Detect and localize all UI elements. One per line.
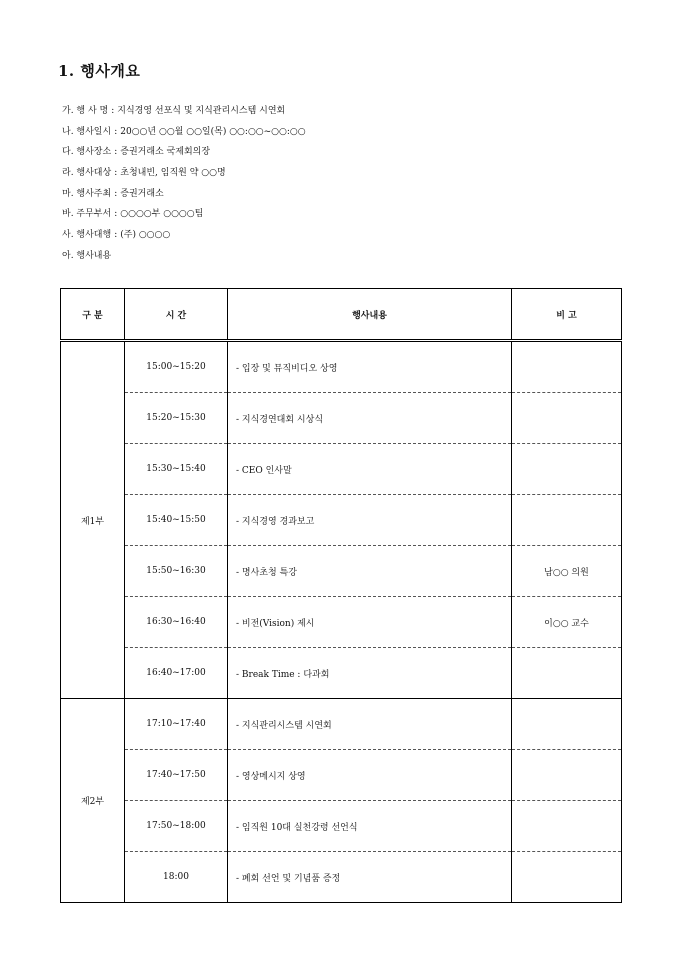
table-row bbox=[61, 699, 622, 750]
time-cell: 15:20~15:30 bbox=[125, 393, 228, 444]
header-time: 시 간 bbox=[125, 289, 228, 341]
overview-value: 20○○년 ○○월 ○○일(목) ○○:○○~○○:○○ bbox=[120, 126, 306, 137]
table-row bbox=[61, 648, 622, 699]
overview-label: 나. 행사일시 bbox=[62, 126, 112, 137]
overview-label: 바. 주무부서 bbox=[62, 209, 112, 220]
overview-value: 증권거래소 bbox=[120, 188, 164, 199]
note-cell bbox=[512, 341, 622, 393]
event-schedule-table bbox=[60, 288, 622, 903]
overview-label: 다. 행사장소 bbox=[62, 147, 112, 158]
overview-value: ○○○○부 ○○○○팀 bbox=[120, 209, 204, 220]
header-gubun: 구 분 bbox=[61, 289, 125, 341]
overview-item bbox=[62, 246, 306, 267]
note-cell bbox=[512, 444, 622, 495]
note-cell: 남○○ 의원 bbox=[512, 546, 622, 597]
desc-cell: - 입장 및 뮤직비디오 상영 bbox=[228, 341, 512, 393]
time-cell: 18:00 bbox=[125, 852, 228, 903]
table-row bbox=[61, 393, 622, 444]
overview-label: 아. 행사내용 bbox=[62, 250, 112, 261]
table-header-row bbox=[61, 289, 622, 341]
table-row bbox=[61, 801, 622, 852]
event-overview-list bbox=[62, 101, 306, 267]
time-cell: 15:30~15:40 bbox=[125, 444, 228, 495]
desc-cell: - 폐회 선언 및 기념품 증정 bbox=[228, 852, 512, 903]
section-heading: 1. 행사개요 bbox=[58, 62, 141, 80]
overview-value: 초청내빈, 임직원 약 ○○명 bbox=[120, 168, 226, 179]
note-cell bbox=[512, 393, 622, 444]
note-cell: 이○○ 교수 bbox=[512, 597, 622, 648]
overview-label: 라. 행사대상 bbox=[62, 168, 112, 179]
time-cell: 15:00~15:20 bbox=[125, 341, 228, 393]
table-row bbox=[61, 750, 622, 801]
desc-cell: - 비전(Vision) 제시 bbox=[228, 597, 512, 648]
header-desc: 행사내용 bbox=[228, 289, 512, 341]
time-cell: 15:50~16:30 bbox=[125, 546, 228, 597]
note-cell bbox=[512, 852, 622, 903]
time-cell: 17:40~17:50 bbox=[125, 750, 228, 801]
time-cell: 17:10~17:40 bbox=[125, 699, 228, 750]
desc-cell: - 지식경연대회 시상식 bbox=[228, 393, 512, 444]
overview-item: 마. 행사주최 : 증권거래소 bbox=[62, 184, 306, 205]
table-row bbox=[61, 495, 622, 546]
table-row bbox=[61, 444, 622, 495]
desc-cell: - 지식경영 경과보고 bbox=[228, 495, 512, 546]
time-cell: 16:30~16:40 bbox=[125, 597, 228, 648]
note-cell bbox=[512, 699, 622, 750]
desc-cell: - 명사초청 특강 bbox=[228, 546, 512, 597]
table-row bbox=[61, 852, 622, 903]
time-cell: 15:40~15:50 bbox=[125, 495, 228, 546]
time-cell: 16:40~17:00 bbox=[125, 648, 228, 699]
desc-cell: - Break Time : 다과회 bbox=[228, 648, 512, 699]
overview-label: 사. 행사대행 bbox=[62, 230, 112, 241]
header-note: 비 고 bbox=[512, 289, 622, 341]
desc-cell: - 영상메시지 상영 bbox=[228, 750, 512, 801]
table-row bbox=[61, 597, 622, 648]
note-cell bbox=[512, 648, 622, 699]
overview-item: 사. 행사대행 : (주) ○○○○ bbox=[62, 225, 306, 246]
overview-item: 나. 행사일시 : 20○○년 ○○월 ○○일(목) ○○:○○~○○:○○ bbox=[62, 122, 306, 143]
part-label: 제1부 bbox=[61, 341, 125, 699]
overview-value: (주) ○○○○ bbox=[120, 230, 171, 241]
overview-item: 다. 행사장소 : 증권거래소 국제회의장 bbox=[62, 142, 306, 163]
part-label: 제2부 bbox=[61, 699, 125, 903]
overview-label: 가. 행 사 명 bbox=[62, 106, 109, 116]
note-cell bbox=[512, 750, 622, 801]
overview-label: 마. 행사주최 bbox=[62, 188, 112, 199]
table-row bbox=[61, 546, 622, 597]
desc-cell: - CEO 인사말 bbox=[228, 444, 512, 495]
overview-item: 라. 행사대상 : 초청내빈, 임직원 약 ○○명 bbox=[62, 163, 306, 184]
overview-item: 가. 행 사 명 : 지식경영 선포식 및 지식관리시스템 시연회 bbox=[62, 101, 306, 122]
note-cell bbox=[512, 495, 622, 546]
desc-cell: - 지식관리시스템 시연회 bbox=[228, 699, 512, 750]
overview-value: 지식경영 선포식 및 지식관리시스템 시연회 bbox=[117, 106, 286, 116]
time-cell: 17:50~18:00 bbox=[125, 801, 228, 852]
note-cell bbox=[512, 801, 622, 852]
overview-value: 증권거래소 국제회의장 bbox=[120, 147, 211, 158]
table-row bbox=[61, 341, 622, 393]
overview-item: 바. 주무부서 : ○○○○부 ○○○○팀 bbox=[62, 204, 306, 225]
desc-cell: - 임직원 10대 실천강령 선언식 bbox=[228, 801, 512, 852]
